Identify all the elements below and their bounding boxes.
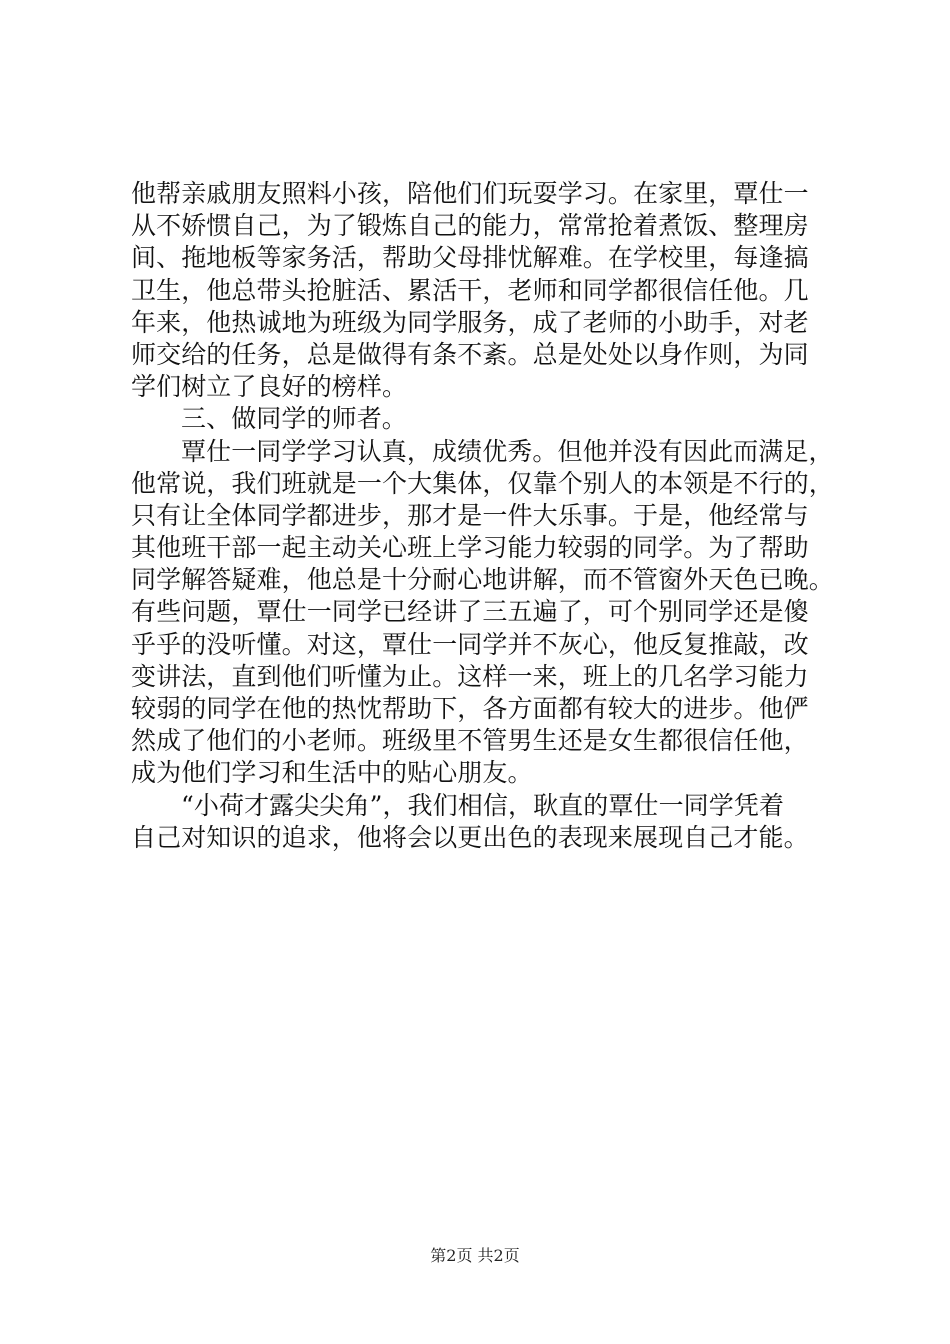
text-line: 间、拖地板等家务活，帮助父母排忧解难。在学校里，每逢搞 [131,243,809,273]
page-number-footer: 第2页 共2页 [430,1246,520,1265]
text-line: 有些问题，覃仕一同学已经讲了三五遍了，可个别同学还是傻 [131,597,809,627]
text-line: 其他班干部一起主动关心班上学习能力较弱的同学。为了帮助 [131,533,809,563]
text-line: 变讲法，直到他们听懂为止。这样一来，班上的几名学习能力 [131,661,809,691]
text-line: 然成了他们的小老师。班级里不管男生还是女生都很信任他， [131,726,809,756]
text-line: 从不娇惯自己，为了锻炼自己的能力，常常抢着煮饭、整理房 [131,211,809,241]
text-line: “小荷才露尖尖角”，我们相信，耿直的覃仕一同学凭着 [181,790,785,820]
text-line: 年来，他热诚地为班级为同学服务，成了老师的小助手，对老 [131,307,809,337]
text-line: 他常说，我们班就是一个大集体，仅靠个别人的本领是不行的， [131,468,834,498]
text-line: 同学解答疑难，他总是十分耐心地讲解，而不管窗外天色已晚。 [131,565,834,595]
text-line: 卫生，他总带头抢脏活、累活干，老师和同学都很信任他。几 [131,275,809,305]
text-line: 他帮亲戚朋友照料小孩，陪他们们玩耍学习。在家里，覃仕一 [131,179,809,208]
text-line: 覃仕一同学学习认真，成绩优秀。但他并没有因此而满足， [181,436,834,466]
section-heading: 三、做同学的师者。 [181,404,407,434]
text-line: 自己对知识的追求，他将会以更出色的表现来展现自己才能。 [131,822,809,852]
text-line: 较弱的同学在他的热忱帮助下，各方面都有较大的进步。他俨 [131,694,809,723]
body-text [131,178,834,854]
text-line: 成为他们学习和生活中的贴心朋友。 [131,758,533,788]
text-line: 学们树立了良好的榜样。 [131,372,408,402]
text-line: 只有让全体同学都进步，那才是一件大乐事。于是，他经常与 [131,500,809,530]
text-line: 师交给的任务，总是做得有条不紊。总是处处以身作则，为同 [131,339,809,369]
text-line: 乎乎的没听懂。对这，覃仕一同学并不灰心，他反复推敲，改 [131,629,809,659]
